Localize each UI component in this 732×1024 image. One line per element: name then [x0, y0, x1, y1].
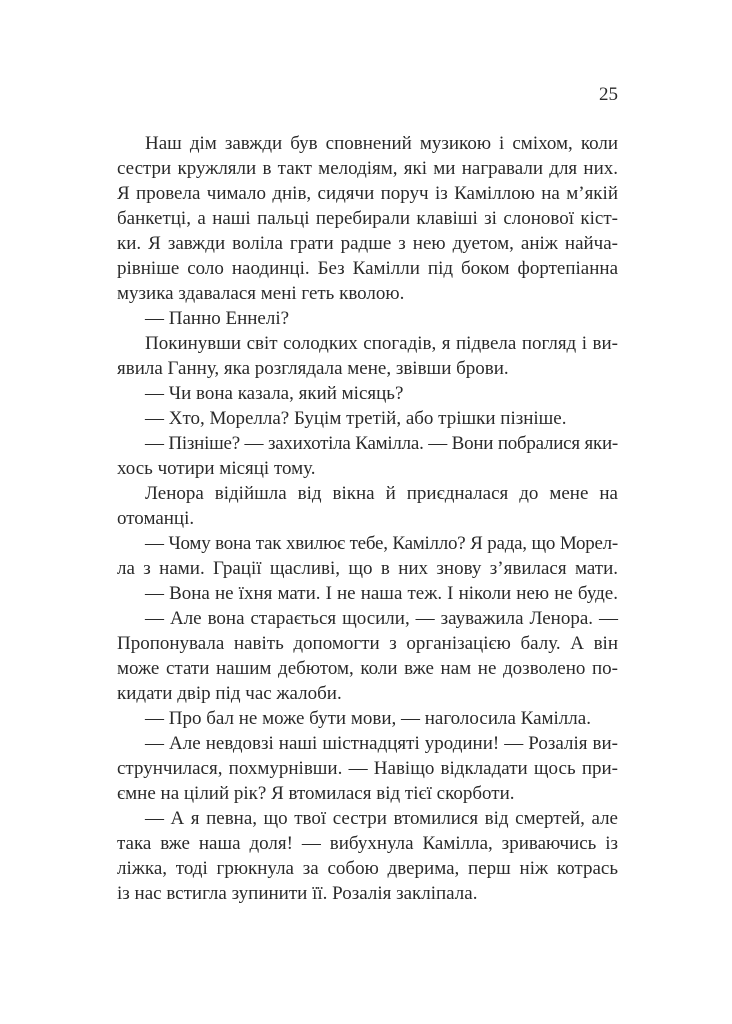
text-line: — А я певна, що твої сестри втомилися від смертей, але	[145, 808, 618, 829]
paragraph	[117, 331, 618, 381]
paragraph	[117, 481, 618, 531]
text-line: така вже наша доля! — вибухнула Камілла, зриваючись із	[117, 833, 618, 854]
text-line: із нас встигла зупинити її. Розалія закліпала.	[117, 883, 478, 904]
paragraph	[117, 131, 618, 306]
text-line: ки. Я завжди воліла грати радше з нею дуетом, аніж найча-	[117, 233, 618, 254]
text-line: Пропонувала навіть допомогти з організацією балу. А він	[117, 633, 618, 654]
text-line: кидати двір під час жалоби.	[117, 683, 342, 704]
paragraph	[117, 381, 618, 406]
text-line: — Але вона старається щосили, — зауважила Ленора. —	[145, 608, 618, 629]
text-line: ліжка, тоді грюкнула за собою дверима, перш ніж котрась	[117, 858, 618, 879]
text-line: Я провела чимало днів, сидячи поруч із Каміллою на м’якій	[117, 183, 618, 204]
paragraph	[117, 306, 618, 331]
text-line: може стати нашим дебютом, коли вже нам не дозволено по-	[117, 658, 618, 679]
text-line: ємне на цілий рік? Я втомилася від тієї скорботи.	[117, 783, 515, 804]
text-line: сестри кружляли в такт мелодіям, які ми награвали для них.	[117, 158, 618, 179]
text-line: — Панно Еннелі?	[145, 308, 290, 329]
page-number: 25	[599, 84, 618, 105]
text-line: струнчилася, похмурнівши. — Навіщо відкладати щось при-	[117, 758, 618, 779]
text-line: отоманці.	[117, 508, 195, 529]
text-line: — Але невдовзі наші шістнадцяті уродини! — Розалія ви-	[145, 733, 618, 754]
text-line: явила Ганну, яка розглядала мене, звівши брови.	[117, 358, 509, 379]
paragraph	[117, 581, 618, 606]
text-line: Наш дім завжди був сповнений музикою і сміхом, коли	[145, 133, 618, 154]
paragraph	[117, 431, 618, 481]
paragraph	[117, 706, 618, 731]
body-text	[117, 131, 618, 906]
text-line: хось чотири місяці тому.	[117, 458, 316, 479]
paragraph	[117, 731, 618, 806]
text-line: — Хто, Морелла? Буцім третій, або трішки пізніше.	[145, 408, 567, 429]
text-line: банкетці, а наші пальці перебирали клавіші зі слонової кіст-	[117, 208, 618, 229]
text-line: — Вона не їхня мати. І не наша теж. І ніколи нею не буде.	[145, 583, 618, 604]
text-line: — Пізніше? — захихотіла Камілла. — Вони побралися яки-	[145, 433, 618, 454]
paragraph	[117, 531, 618, 581]
paragraph	[117, 606, 618, 706]
text-line: — Чи вона казала, який місяць?	[145, 383, 404, 404]
paragraph	[117, 806, 618, 906]
text-line: ла з нами. Грації щасливі, що в них знову з’явилася мати.	[117, 558, 618, 579]
text-line: музика здавалася мені геть кволою.	[117, 283, 405, 304]
text-line: Ленора відійшла від вікна й приєдналася до мене на	[145, 483, 618, 504]
text-line: Покинувши світ солодких спогадів, я підвела погляд і ви-	[145, 333, 618, 354]
paragraph	[117, 406, 618, 431]
text-line: рівніше соло наодинці. Без Камілли під боком фортепіанна	[117, 258, 618, 279]
text-line: — Чому вона так хвилює тебе, Камілло? Я рада, що Морел-	[145, 533, 618, 554]
text-line: — Про бал не може бути мови, — наголосила Камілла.	[145, 708, 591, 729]
